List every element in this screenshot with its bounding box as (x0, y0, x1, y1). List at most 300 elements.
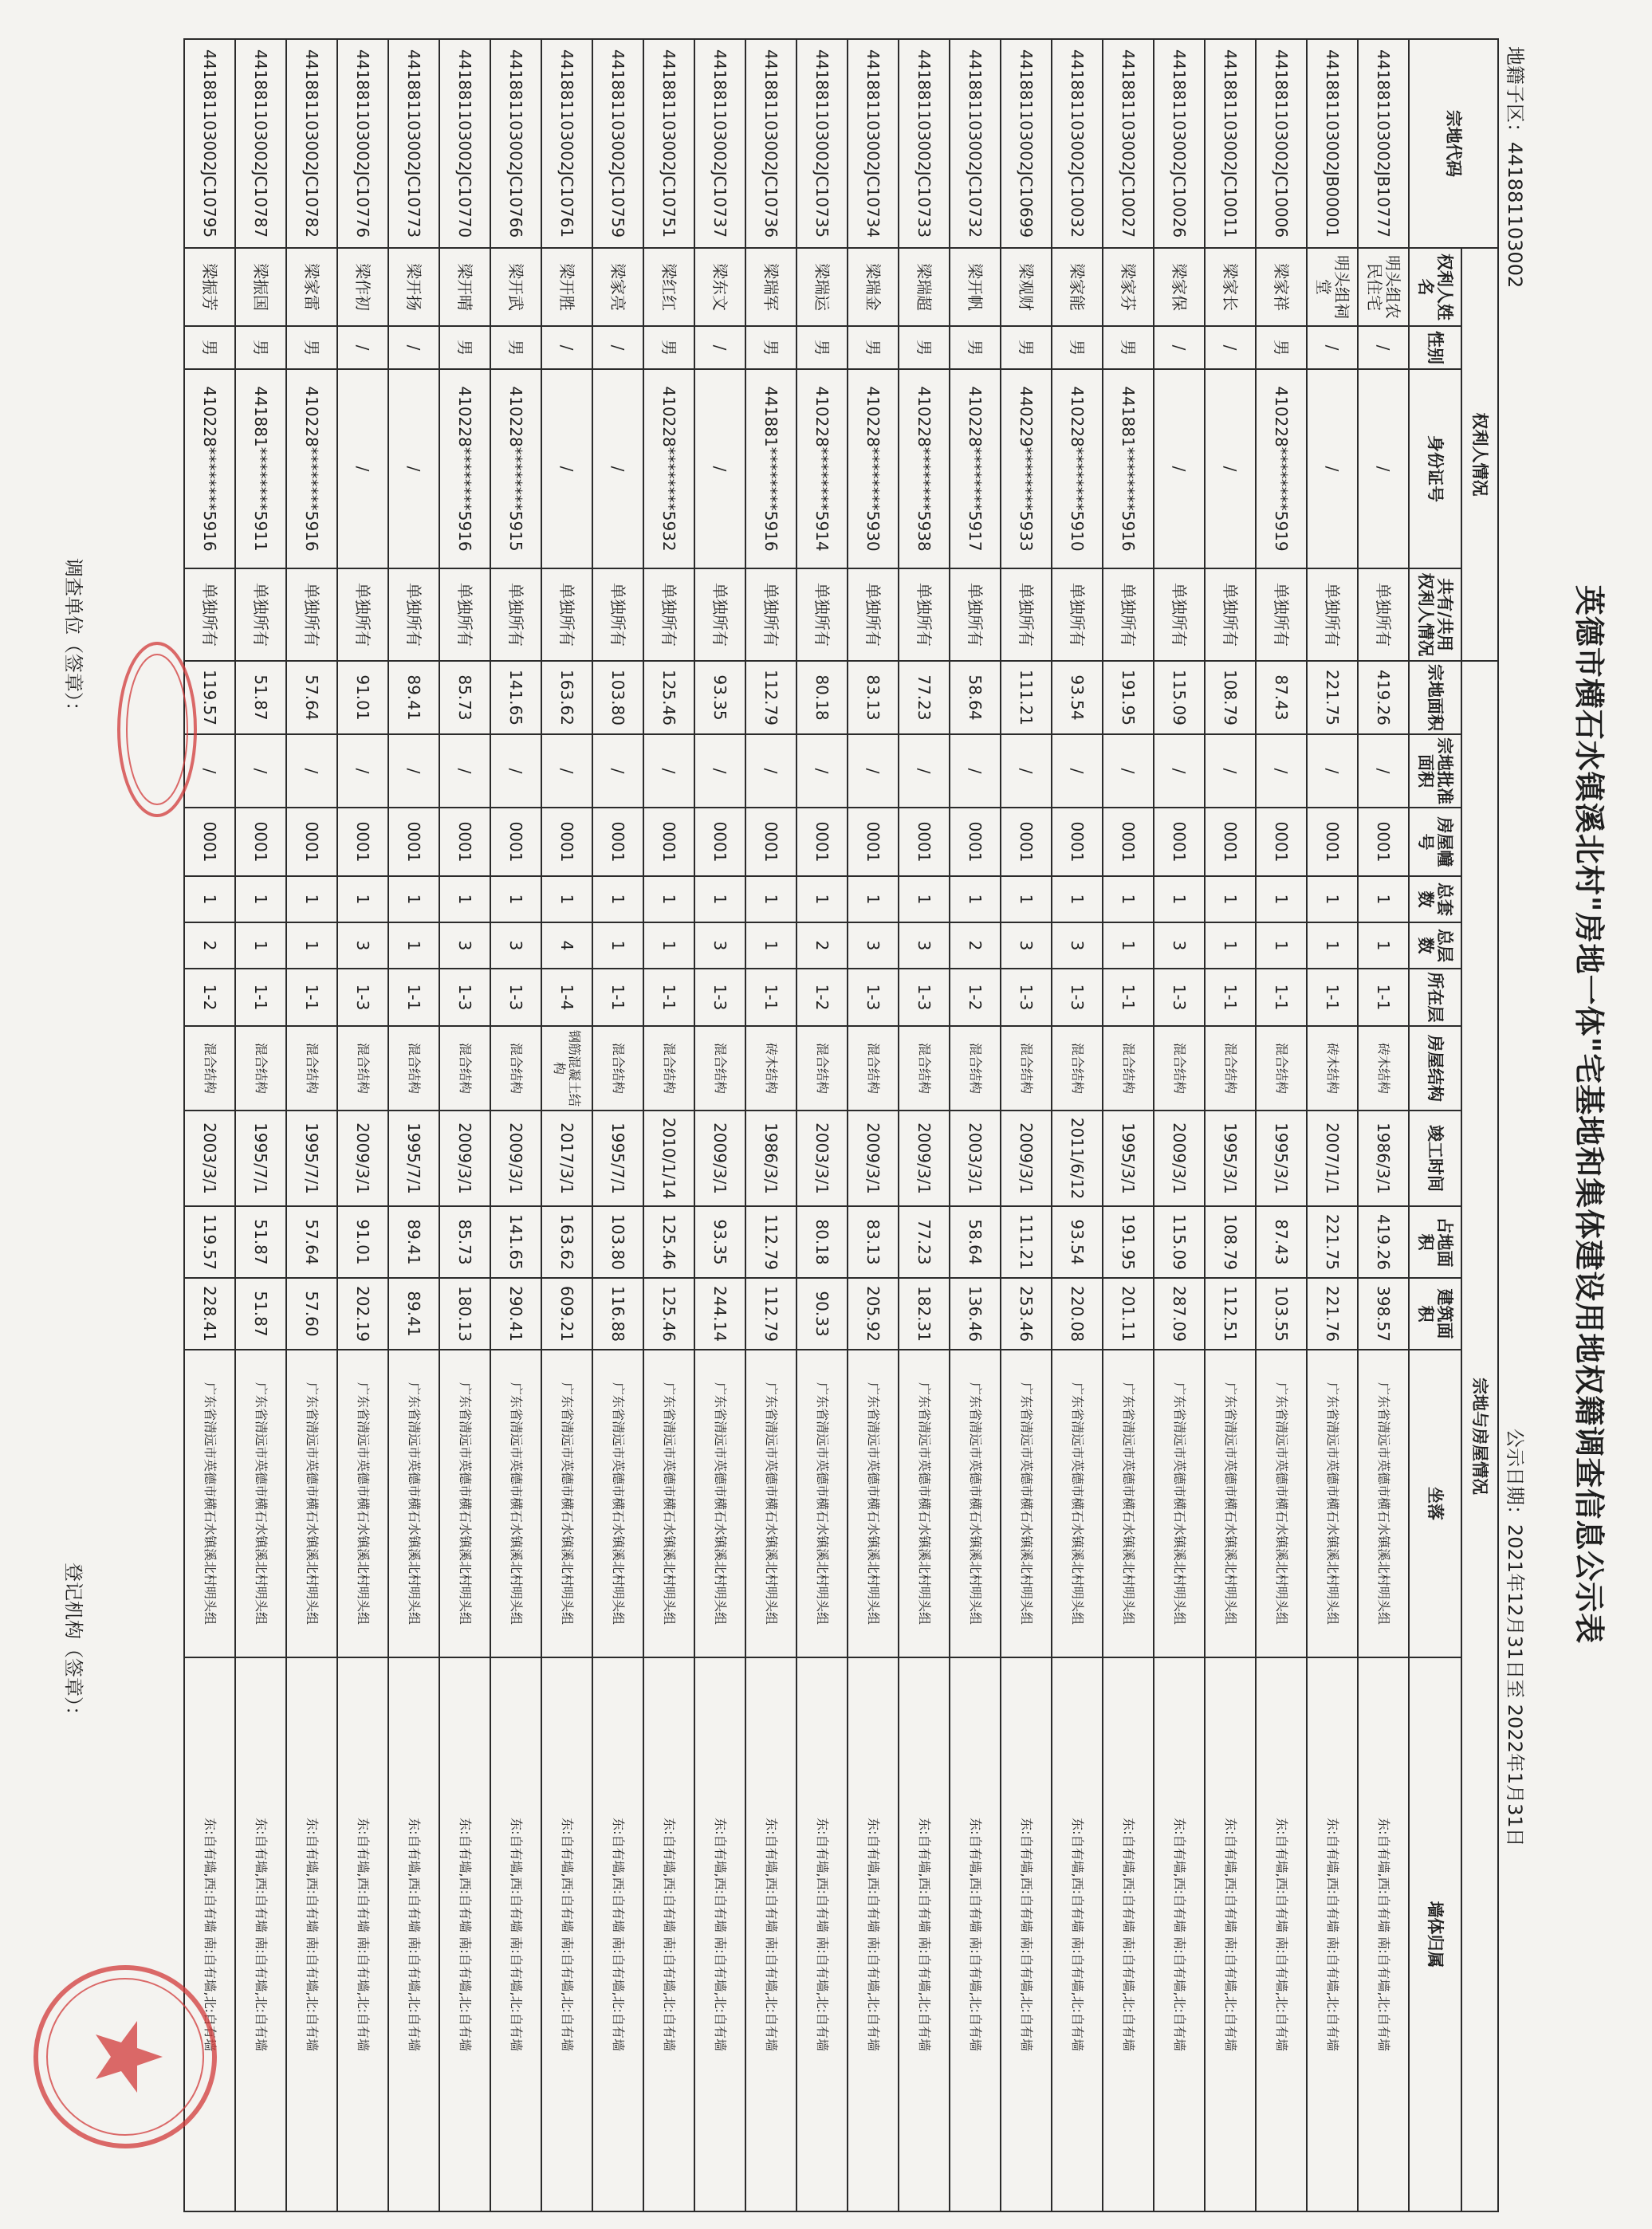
cell-total-floors: 1 (745, 922, 796, 969)
cell-name: 梁家保 (1154, 248, 1205, 326)
cell-gender: 男 (950, 326, 1001, 369)
cell-footprint: 83.13 (848, 1206, 899, 1278)
cell-floor-area: 221.76 (1307, 1278, 1358, 1350)
cell-completed: 1995/7/1 (388, 1111, 439, 1206)
cell-code: 441881103002JC10795 (184, 39, 235, 248)
cell-floor-area: 201.11 (1103, 1278, 1154, 1350)
cell-co-owner: 单独所有 (848, 568, 899, 661)
cell-footprint: 119.57 (184, 1206, 235, 1278)
cell-floor-located: 1-2 (950, 969, 1001, 1026)
cell-code: 441881103002JC10011 (1205, 39, 1256, 248)
cell-co-owner: 单独所有 (899, 568, 950, 661)
cell-floor-area: 112.79 (745, 1278, 796, 1350)
cell-boundary: 东:自有墙,西:自有墙 南:自有墙,北:自有墙 (1205, 1657, 1256, 2211)
cell-floor-located: 1-1 (643, 969, 694, 1026)
header-gender: 性别 (1409, 326, 1461, 369)
cell-completed: 2003/3/1 (796, 1111, 848, 1206)
cell-floor-area: 182.31 (899, 1278, 950, 1350)
cell-floor-located: 1-4 (541, 969, 592, 1026)
cell-structure: 混合结构 (337, 1026, 388, 1111)
cell-land-area: 58.64 (950, 661, 1001, 734)
cell-floor-area: 398.57 (1358, 1278, 1409, 1350)
header-land-area: 宗地面积 (1409, 661, 1461, 734)
cell-floor-located: 1-3 (694, 969, 745, 1026)
cell-footprint: 125.46 (643, 1206, 694, 1278)
cell-boundary: 东:自有墙,西:自有墙 南:自有墙,北:自有墙 (1001, 1657, 1052, 2211)
cell-total-units: 1 (184, 876, 235, 922)
cell-approved-area: / (1154, 734, 1205, 808)
cell-name: 梁瑞军 (745, 248, 796, 326)
cell-building-no: 0001 (592, 808, 643, 876)
cell-structure: 混合结构 (184, 1026, 235, 1111)
cell-name: 梁家祥 (1256, 248, 1307, 326)
cell-completed: 2009/3/1 (490, 1111, 541, 1206)
cell-name: 梁家雷 (286, 248, 337, 326)
cell-total-units: 1 (592, 876, 643, 922)
cell-total-floors: 3 (337, 922, 388, 969)
header-structure: 房屋结构 (1409, 1026, 1461, 1111)
cell-total-units: 1 (1205, 876, 1256, 922)
cell-boundary: 东:自有墙,西:自有墙 南:自有墙,北:自有墙 (745, 1657, 796, 2211)
cell-gender: / (1205, 326, 1256, 369)
cell-name: 梁开晴 (439, 248, 490, 326)
cell-gender: / (1307, 326, 1358, 369)
cell-location: 广东省清远市英德市横石水镇溪北村明头组 (439, 1350, 490, 1657)
cell-approved-area: / (439, 734, 490, 808)
cell-structure: 混合结构 (796, 1026, 848, 1111)
cell-co-owner: 单独所有 (950, 568, 1001, 661)
cell-completed: 1995/7/1 (235, 1111, 286, 1206)
cell-total-units: 1 (1154, 876, 1205, 922)
table-row (388, 39, 439, 2211)
cell-approved-area: / (848, 734, 899, 808)
cell-gender: 男 (745, 326, 796, 369)
cell-co-owner: 单独所有 (1256, 568, 1307, 661)
cell-floor-located: 1-3 (899, 969, 950, 1026)
cell-footprint: 57.64 (286, 1206, 337, 1278)
cell-code: 441881103002JC10733 (899, 39, 950, 248)
cell-footprint: 77.23 (899, 1206, 950, 1278)
cell-id-number: 440229********5933 (1001, 369, 1052, 568)
cell-code: 441881103002JC10006 (1256, 39, 1307, 248)
cell-total-floors: 2 (184, 922, 235, 969)
cell-total-units: 1 (439, 876, 490, 922)
cell-id-number: 410228********5930 (848, 369, 899, 568)
cell-floor-area: 244.14 (694, 1278, 745, 1350)
cell-name: 梁瑞运 (796, 248, 848, 326)
cell-approved-area: / (235, 734, 286, 808)
cell-co-owner: 单独所有 (745, 568, 796, 661)
cell-id-number: 410228********5932 (643, 369, 694, 568)
table-row (1154, 39, 1205, 2211)
cell-structure: 砖木结构 (1358, 1026, 1409, 1111)
cell-boundary: 东:自有墙,西:自有墙 南:自有墙,北:自有墙 (337, 1657, 388, 2211)
cell-total-floors: 4 (541, 922, 592, 969)
cell-footprint: 191.95 (1103, 1206, 1154, 1278)
cell-boundary: 东:自有墙,西:自有墙 南:自有墙,北:自有墙 (643, 1657, 694, 2211)
cell-location: 广东省清远市英德市横石水镇溪北村明头组 (1052, 1350, 1103, 1657)
cell-total-units: 1 (745, 876, 796, 922)
cell-approved-area: / (745, 734, 796, 808)
cell-building-no: 0001 (1358, 808, 1409, 876)
cell-total-units: 1 (388, 876, 439, 922)
cell-co-owner: 单独所有 (235, 568, 286, 661)
cell-floor-area: 287.09 (1154, 1278, 1205, 1350)
cell-land-area: 80.18 (796, 661, 848, 734)
cell-structure: 混合结构 (235, 1026, 286, 1111)
cell-floor-area: 90.33 (796, 1278, 848, 1350)
cell-floor-area: 103.55 (1256, 1278, 1307, 1350)
cell-structure: 混合结构 (899, 1026, 950, 1111)
cell-structure: 混合结构 (439, 1026, 490, 1111)
cell-gender: 男 (796, 326, 848, 369)
cell-location: 广东省清远市英德市横石水镇溪北村明头组 (1154, 1350, 1205, 1657)
cell-code: 441881103002JC10766 (490, 39, 541, 248)
cell-code: 441881103002JC10787 (235, 39, 286, 248)
cell-total-floors: 1 (1103, 922, 1154, 969)
cell-floor-area: 125.46 (643, 1278, 694, 1350)
cell-building-no: 0001 (1256, 808, 1307, 876)
cell-floor-area: 112.51 (1205, 1278, 1256, 1350)
cell-co-owner: 单独所有 (388, 568, 439, 661)
cell-id-number: 410228********5910 (1052, 369, 1103, 568)
cell-location: 广东省清远市英德市横石水镇溪北村明头组 (1001, 1350, 1052, 1657)
cell-boundary: 东:自有墙,西:自有墙 南:自有墙,北:自有墙 (235, 1657, 286, 2211)
cell-land-area: 93.54 (1052, 661, 1103, 734)
header-total-floors: 总层数 (1409, 922, 1461, 969)
cell-name: 梁开帆 (950, 248, 1001, 326)
cell-approved-area: / (643, 734, 694, 808)
cell-code: 441881103002JC10027 (1103, 39, 1154, 248)
cell-land-area: 57.64 (286, 661, 337, 734)
cell-boundary: 东:自有墙,西:自有墙 南:自有墙,北:自有墙 (541, 1657, 592, 2211)
cell-id-number: 441881********5911 (235, 369, 286, 568)
cell-gender: / (337, 326, 388, 369)
cell-approved-area: / (592, 734, 643, 808)
header-co-owner: 共有/共用权利人情况 (1409, 568, 1461, 661)
table-row (643, 39, 694, 2211)
cell-floor-located: 1-1 (286, 969, 337, 1026)
cell-completed: 2009/3/1 (439, 1111, 490, 1206)
cell-completed: 1995/3/1 (1256, 1111, 1307, 1206)
cell-structure: 砖木结构 (1307, 1026, 1358, 1111)
cell-co-owner: 单独所有 (1358, 568, 1409, 661)
cell-name: 明头组农民住宅 (1358, 248, 1409, 326)
cell-co-owner: 单独所有 (643, 568, 694, 661)
cell-building-no: 0001 (388, 808, 439, 876)
cell-footprint: 141.65 (490, 1206, 541, 1278)
cell-completed: 2011/6/12 (1052, 1111, 1103, 1206)
cell-floor-located: 1-1 (235, 969, 286, 1026)
header-owner-group: 权利人情况 (1461, 248, 1498, 661)
cell-code: 441881103002JC10759 (592, 39, 643, 248)
cell-name: 梁振芳 (184, 248, 235, 326)
cell-land-area: 112.79 (745, 661, 796, 734)
cell-land-area: 87.43 (1256, 661, 1307, 734)
table-row (745, 39, 796, 2211)
parcel-table (183, 38, 1499, 2212)
cell-completed: 1995/7/1 (286, 1111, 337, 1206)
cell-co-owner: 单独所有 (592, 568, 643, 661)
cell-total-units: 1 (235, 876, 286, 922)
cell-gender: / (1358, 326, 1409, 369)
cell-footprint: 93.54 (1052, 1206, 1103, 1278)
cell-location: 广东省清远市英德市横石水镇溪北村明头组 (337, 1350, 388, 1657)
cell-land-area: 51.87 (235, 661, 286, 734)
cell-total-floors: 1 (592, 922, 643, 969)
cell-building-no: 0001 (796, 808, 848, 876)
cell-structure: 混合结构 (1205, 1026, 1256, 1111)
cell-name: 梁观财 (1001, 248, 1052, 326)
cell-gender: / (541, 326, 592, 369)
cell-name: 梁开胜 (541, 248, 592, 326)
cell-name: 梁开武 (490, 248, 541, 326)
cell-footprint: 93.35 (694, 1206, 745, 1278)
cell-gender: / (388, 326, 439, 369)
survey-seal-icon (113, 638, 201, 821)
cell-id-number: 410228********5916 (286, 369, 337, 568)
cell-name: 梁作初 (337, 248, 388, 326)
table-row (1358, 39, 1409, 2211)
cell-boundary: 东:自有墙,西:自有墙 南:自有墙,北:自有墙 (694, 1657, 745, 2211)
cell-code: 441881103002JC10737 (694, 39, 745, 248)
cell-total-floors: 2 (950, 922, 1001, 969)
cell-total-floors: 3 (1001, 922, 1052, 969)
cell-total-floors: 1 (1205, 922, 1256, 969)
cell-name: 梁瑞金 (848, 248, 899, 326)
cell-gender: / (1154, 326, 1205, 369)
cell-floor-area: 180.13 (439, 1278, 490, 1350)
cell-total-units: 1 (286, 876, 337, 922)
cell-code: 441881103002JC10773 (388, 39, 439, 248)
cell-structure: 混合结构 (950, 1026, 1001, 1111)
cell-location: 广东省清远市英德市横石水镇溪北村明头组 (1103, 1350, 1154, 1657)
cell-total-floors: 1 (286, 922, 337, 969)
cell-boundary: 东:自有墙,西:自有墙 南:自有墙,北:自有墙 (184, 1657, 235, 2211)
cell-land-area: 93.35 (694, 661, 745, 734)
cell-code: 441881103002JC10032 (1052, 39, 1103, 248)
table-row (286, 39, 337, 2211)
cell-co-owner: 单独所有 (694, 568, 745, 661)
cell-total-units: 1 (1256, 876, 1307, 922)
table-row (1001, 39, 1052, 2211)
cell-gender: 男 (235, 326, 286, 369)
cell-approved-area: / (1103, 734, 1154, 808)
cell-total-floors: 2 (796, 922, 848, 969)
cell-co-owner: 单独所有 (490, 568, 541, 661)
cell-footprint: 58.64 (950, 1206, 1001, 1278)
cell-land-area: 83.13 (848, 661, 899, 734)
cell-approved-area: / (184, 734, 235, 808)
cell-approved-area: / (1256, 734, 1307, 808)
cell-code: 441881103002JC10734 (848, 39, 899, 248)
cell-completed: 2009/3/1 (899, 1111, 950, 1206)
cell-code: 441881103002JC10026 (1154, 39, 1205, 248)
table-row (235, 39, 286, 2211)
cell-total-floors: 3 (1154, 922, 1205, 969)
cell-co-owner: 单独所有 (796, 568, 848, 661)
cell-footprint: 87.43 (1256, 1206, 1307, 1278)
subdistrict-label: 地籍子区：441881103002 (1504, 46, 1526, 289)
cell-approved-area: / (1052, 734, 1103, 808)
cell-total-units: 1 (796, 876, 848, 922)
cell-approved-area: / (490, 734, 541, 808)
cell-footprint: 51.87 (235, 1206, 286, 1278)
cell-floor-located: 1-1 (388, 969, 439, 1026)
cell-floor-area: 290.41 (490, 1278, 541, 1350)
cell-id-number: / (541, 369, 592, 568)
cell-footprint: 419.26 (1358, 1206, 1409, 1278)
cell-boundary: 东:自有墙,西:自有墙 南:自有墙,北:自有墙 (286, 1657, 337, 2211)
cell-location: 广东省清远市英德市横石水镇溪北村明头组 (694, 1350, 745, 1657)
table-row (848, 39, 899, 2211)
cell-completed: 1986/3/1 (1358, 1111, 1409, 1206)
page-title: 英德市横石水镇溪北村"房地一体"宅基地和集体建设用地权籍调查信息公示表 (1571, 584, 1607, 1645)
cell-code: 441881103002JC10735 (796, 39, 848, 248)
cell-co-owner: 单独所有 (439, 568, 490, 661)
cell-boundary: 东:自有墙,西:自有墙 南:自有墙,北:自有墙 (490, 1657, 541, 2211)
registration-agency-signature: 登记机构（签章）： (62, 1563, 85, 1725)
cell-completed: 2009/3/1 (1001, 1111, 1052, 1206)
cell-co-owner: 单独所有 (1307, 568, 1358, 661)
cell-code: 441881103002JB00001 (1307, 39, 1358, 248)
cell-name: 梁家芬 (1103, 248, 1154, 326)
cell-approved-area: / (286, 734, 337, 808)
header-building-no: 房屋幢号 (1409, 808, 1461, 876)
cell-completed: 2009/3/1 (1154, 1111, 1205, 1206)
cell-name: 梁东文 (694, 248, 745, 326)
table-row (1205, 39, 1256, 2211)
cell-floor-located: 1-3 (1154, 969, 1205, 1026)
publish-period: 公示日期：2021年12月31日至 2022年1月31日 (1504, 1429, 1526, 1847)
cell-location: 广东省清远市英德市横石水镇溪北村明头组 (541, 1350, 592, 1657)
cell-gender: 男 (1256, 326, 1307, 369)
cell-gender: 男 (643, 326, 694, 369)
cell-land-area: 111.21 (1001, 661, 1052, 734)
header-boundary: 墙体归属 (1409, 1657, 1461, 2211)
cell-id-number: / (694, 369, 745, 568)
cell-floor-area: 228.41 (184, 1278, 235, 1350)
cell-boundary: 东:自有墙,西:自有墙 南:自有墙,北:自有墙 (950, 1657, 1001, 2211)
cell-location: 广东省清远市英德市横石水镇溪北村明头组 (1205, 1350, 1256, 1657)
cell-total-floors: 1 (1307, 922, 1358, 969)
cell-id-number: / (388, 369, 439, 568)
cell-floor-located: 1-2 (184, 969, 235, 1026)
cell-approved-area: / (950, 734, 1001, 808)
cell-gender: 男 (439, 326, 490, 369)
cell-floor-located: 1-1 (1307, 969, 1358, 1026)
cell-building-no: 0001 (337, 808, 388, 876)
cell-name: 明头组祠堂 (1307, 248, 1358, 326)
cell-total-floors: 1 (1358, 922, 1409, 969)
cell-id-number: 410228********5915 (490, 369, 541, 568)
cell-co-owner: 单独所有 (184, 568, 235, 661)
cell-boundary: 东:自有墙,西:自有墙 南:自有墙,北:自有墙 (592, 1657, 643, 2211)
cell-id-number: 410228********5916 (439, 369, 490, 568)
cell-gender: 男 (1103, 326, 1154, 369)
header-location: 坐落 (1409, 1350, 1461, 1657)
header-floor-area: 建筑面积 (1409, 1278, 1461, 1350)
header-total-units: 总套数 (1409, 876, 1461, 922)
cell-building-no: 0001 (490, 808, 541, 876)
cell-co-owner: 单独所有 (1001, 568, 1052, 661)
cell-floor-located: 1-3 (439, 969, 490, 1026)
cell-code: 441881103002JB10777 (1358, 39, 1409, 248)
cell-id-number: / (1154, 369, 1205, 568)
table-body (184, 39, 1409, 2211)
cell-floor-located: 1-1 (1103, 969, 1154, 1026)
cell-gender: 男 (899, 326, 950, 369)
cell-floor-area: 205.92 (848, 1278, 899, 1350)
cell-total-units: 1 (1358, 876, 1409, 922)
cell-structure: 混合结构 (1103, 1026, 1154, 1111)
cell-boundary: 东:自有墙,西:自有墙 南:自有墙,北:自有墙 (899, 1657, 950, 2211)
cell-building-no: 0001 (1103, 808, 1154, 876)
cell-building-no: 0001 (439, 808, 490, 876)
table-row (337, 39, 388, 2211)
cell-footprint: 85.73 (439, 1206, 490, 1278)
cell-location: 广东省清远市英德市横石水镇溪北村明头组 (490, 1350, 541, 1657)
cell-total-floors: 1 (235, 922, 286, 969)
cell-building-no: 0001 (1205, 808, 1256, 876)
cell-completed: 2017/3/1 (541, 1111, 592, 1206)
cell-building-no: 0001 (643, 808, 694, 876)
cell-gender: 男 (848, 326, 899, 369)
cell-location: 广东省清远市英德市横石水镇溪北村明头组 (592, 1350, 643, 1657)
cell-id-number: 441881********5916 (745, 369, 796, 568)
cell-land-area: 89.41 (388, 661, 439, 734)
cell-total-floors: 3 (694, 922, 745, 969)
cell-structure: 钢筋混凝土结构 (541, 1026, 592, 1111)
official-seal-icon (26, 1957, 225, 2156)
cell-completed: 2007/1/1 (1307, 1111, 1358, 1206)
cell-id-number: / (1358, 369, 1409, 568)
cell-land-area: 419.26 (1358, 661, 1409, 734)
cell-floor-located: 1-1 (592, 969, 643, 1026)
cell-footprint: 115.09 (1154, 1206, 1205, 1278)
cell-land-area: 103.80 (592, 661, 643, 734)
cell-completed: 1995/3/1 (1205, 1111, 1256, 1206)
cell-building-no: 0001 (541, 808, 592, 876)
cell-total-units: 1 (1001, 876, 1052, 922)
table-row (796, 39, 848, 2211)
cell-gender: 男 (490, 326, 541, 369)
cell-approved-area: / (541, 734, 592, 808)
cell-footprint: 103.80 (592, 1206, 643, 1278)
cell-boundary: 东:自有墙,西:自有墙 南:自有墙,北:自有墙 (1307, 1657, 1358, 2211)
cell-approved-area: / (1205, 734, 1256, 808)
cell-location: 广东省清远市英德市横石水镇溪北村明头组 (745, 1350, 796, 1657)
cell-total-units: 1 (694, 876, 745, 922)
cell-land-area: 163.62 (541, 661, 592, 734)
cell-land-area: 119.57 (184, 661, 235, 734)
cell-footprint: 112.79 (745, 1206, 796, 1278)
cell-floor-area: 89.41 (388, 1278, 439, 1350)
cell-total-units: 1 (541, 876, 592, 922)
cell-location: 广东省清远市英德市横石水镇溪北村明头组 (184, 1350, 235, 1657)
cell-approved-area: / (1307, 734, 1358, 808)
cell-completed: 1995/7/1 (592, 1111, 643, 1206)
cell-footprint: 80.18 (796, 1206, 848, 1278)
table-row (694, 39, 745, 2211)
cell-approved-area: / (899, 734, 950, 808)
cell-approved-area: / (337, 734, 388, 808)
header-parcel-group: 宗地与房屋情况 (1461, 661, 1498, 2211)
cell-total-floors: 3 (439, 922, 490, 969)
cell-name: 梁振国 (235, 248, 286, 326)
cell-building-no: 0001 (899, 808, 950, 876)
cell-boundary: 东:自有墙,西:自有墙 南:自有墙,北:自有墙 (1256, 1657, 1307, 2211)
